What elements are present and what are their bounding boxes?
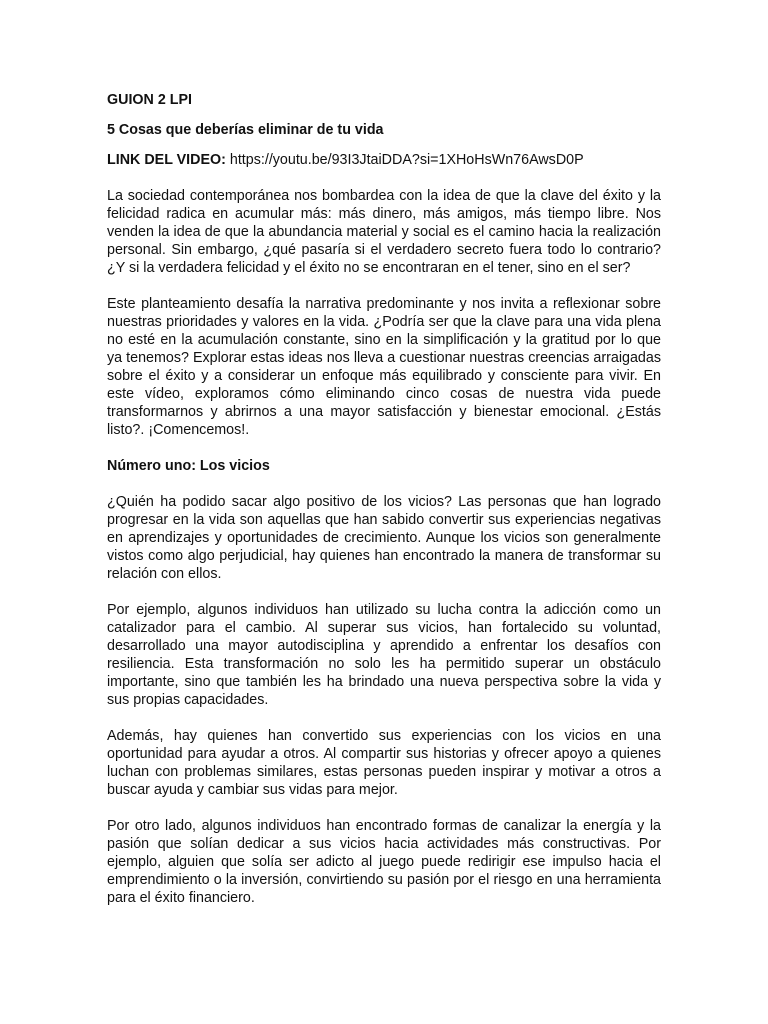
video-link-label: LINK DEL VIDEO: [107, 152, 226, 168]
section-paragraph-1: ¿Quién ha podido sacar algo positivo de los vicios? Las personas que han logrado progresar en la vida son aquellas que han sabido convertir sus experiencias negativas en aprendizajes y oportunidades de crecimiento. Aunque los vicios son generalmente vistos como algo perjudicial, hay quienes han encontrado la manera de transformar su relación con ellos. [107, 494, 661, 582]
document-title: GUION 2 LPI [107, 92, 192, 108]
video-link-url[interactable]: https://youtu.be/93I3JtaiDDA?si=1XHoHsWn76AwsD0P [229, 152, 584, 168]
document-page [107, 91, 661, 925]
section-paragraph-4: Por otro lado, algunos individuos han encontrado formas de canalizar la energía y la pasión que solían dedicar a sus vicios hacia actividades más constructivas. Por ejemplo, alguien que solía ser adicto al juego puede redirigir ese impulso hacia el emprendimiento o la inversión, convirtiendo su pasión por el riesgo en una herramienta para el éxito financiero. [107, 818, 661, 906]
intro-paragraph-2: Este planteamiento desafía la narrativa predominante y nos invita a reflexionar sobre nuestras prioridades y valores en la vida. ¿Podría ser que la clave para una vida plena no esté en la acumulación constante, sino en la simplificación y la gratitud por lo que ya tenemos? Explorar estas ideas nos lleva a cuestionar nuestras creencias arraigadas sobre el éxito y a considerar un enfoque más equilibrado y consciente para vivir. En este vídeo, exploramos cómo eliminando cinco cosas de nuestra vida puede transformarnos y abrirnos a una mayor satisfacción y bienestar emocional. ¿Estás listo?. ¡Comencemos!. [107, 296, 661, 438]
section-heading: Número uno: Los vicios [107, 458, 270, 474]
video-link-line [107, 151, 661, 169]
document-subtitle: 5 Cosas que deberías eliminar de tu vida [107, 122, 384, 138]
intro-paragraph-1: La sociedad contemporánea nos bombardea con la idea de que la clave del éxito y la felicidad radica en acumular más: más dinero, más amigos, más tiempo libre. Nos venden la idea de que la abundancia material y social es el camino hacia la realización personal. Sin embargo, ¿qué pasaría si el verdadero secreto fuera todo lo contrario? ¿Y si la verdadera felicidad y el éxito no se encontraran en el tener, sino en el ser? [107, 188, 661, 276]
section-paragraph-2: Por ejemplo, algunos individuos han utilizado su lucha contra la adicción como un catalizador para el cambio. Al superar sus vicios, han fortalecido su voluntad, desarrollado una mayor autodisciplina y aprendido a enfrentar los desafíos con resiliencia. Esta transformación no solo les ha permitido superar un obstáculo importante, sino que también les ha brindado una nueva perspectiva sobre la vida y sus propias capacidades. [107, 602, 661, 708]
section-paragraph-3: Además, hay quienes han convertido sus experiencias con los vicios en una oportunidad para ayudar a otros. Al compartir sus historias y ofrecer apoyo a quienes luchan con problemas similares, estas personas pueden inspirar y motivar a otros a buscar ayuda y cambiar sus vidas para mejor. [107, 728, 661, 798]
